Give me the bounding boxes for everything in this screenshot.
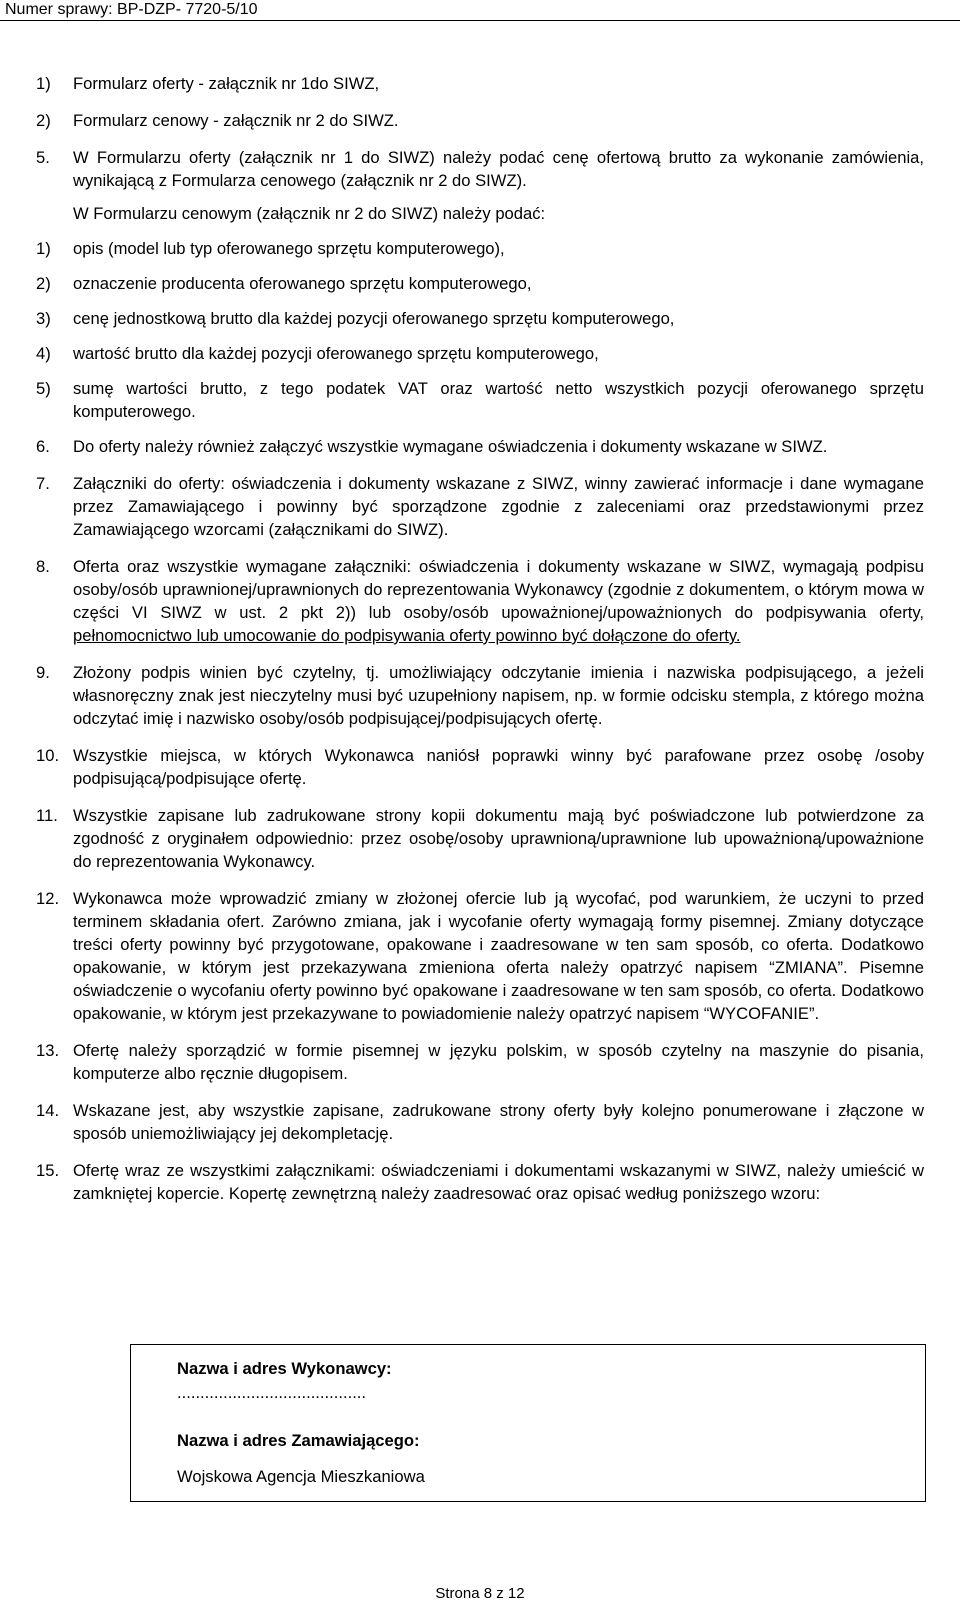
list-text: sumę wartości brutto, z tego podatek VAT oraz wartość netto wszystkich pozycji oferowanego sprzętu komputerowego. <box>73 379 924 421</box>
list-text: Formularz cenowy - załącznik nr 2 do SIWZ. <box>73 111 399 130</box>
case-number: Numer sprawy: BP-DZP- 7720-5/10 <box>5 1 258 18</box>
point-text: Wskazane jest, aby wszystkie zapisane, zadrukowane strony oferty były kolejno ponumerowane i złączone w sposób uniemożliwiający jej dekompletację. <box>73 1101 924 1143</box>
list-number: 1) <box>36 74 51 93</box>
point-12 <box>36 887 924 1025</box>
header-divider <box>0 20 960 21</box>
point-15 <box>36 1159 924 1205</box>
point-text: Wykonawca może wprowadzić zmiany w złożonej ofercie lub ją wycofać, pod warunkiem, że uczyni to przed terminem składania ofert. Zarówno zmiana, jak i wycofanie oferty wymagają formy pisemnej. Zmiany dotyczące treści oferty powinny być przygotowane, opakowane i zaadresowane w ten sam sposób, co oferta. Dodatkowo opakowanie, w którym jest przekazywana zmieniona oferta należy opatrzyć napisem “ZMIANA”. Pisemne oświadczenie o wycofaniu oferty powinno być opakowane i zaadresowane w ten sam sposób, co oferta. Dodatkowo opakowanie, w którym jest przekazywane to powiadomienie należy opatrzyć napisem “WYCOFANIE”. <box>73 889 924 1023</box>
envelope-template-box <box>130 1344 926 1502</box>
point-number: 12. <box>36 889 60 908</box>
point-13 <box>36 1039 924 1085</box>
point-number: 14. <box>36 1101 60 1120</box>
price-form-item <box>36 377 924 423</box>
point-number: 10. <box>36 746 60 765</box>
price-form-item <box>36 272 924 295</box>
point-number: 8. <box>36 557 50 576</box>
point-number: 15. <box>36 1161 60 1180</box>
point-text <box>73 555 924 647</box>
point-text: Do oferty należy również załączyć wszystkie wymagane oświadczenia i dokumenty wskazane w SIWZ. <box>73 437 828 456</box>
point-10 <box>36 744 924 790</box>
list-number: 2) <box>36 274 51 293</box>
point-9 <box>36 661 924 730</box>
price-form-item <box>36 307 924 330</box>
point-7 <box>36 472 924 541</box>
point-number: 6. <box>36 437 50 456</box>
list-text: oznaczenie producenta oferowanego sprzętu komputerowego, <box>73 274 532 293</box>
list-number: 2) <box>36 111 51 130</box>
price-form-item <box>36 342 924 365</box>
point-11 <box>36 804 924 873</box>
point-14 <box>36 1099 924 1145</box>
point-number: 13. <box>36 1041 60 1060</box>
list-text: opis (model lub typ oferowanego sprzętu komputerowego), <box>73 239 505 258</box>
point-text: Złożony podpis winien być czytelny, tj. umożliwiający odczytanie imienia i nazwiska podpisującego, a jeżeli własnoręczny znak jest nieczytelny musi być uzupełniony napisem, np. w formie odcisku stempla, z którego można odczytać imię i nazwisko osoby/osób podpisującej/podpisujących ofertę. <box>73 663 924 728</box>
list-text: Formularz oferty - załącznik nr 1do SIWZ, <box>73 74 380 93</box>
point-8 <box>36 555 924 647</box>
employer-value: Wojskowa Agencja Mieszkaniowa <box>177 1467 425 1486</box>
employer-label: Nazwa i adres Zamawiającego: <box>177 1431 420 1450</box>
point-number: 7. <box>36 474 50 493</box>
point-text-plain: Oferta oraz wszystkie wymagane załączniki: oświadczenia i dokumenty wskazane w SIWZ, wymagają podpisu osoby/osób uprawnionej/uprawnionych do reprezentowania Wykonawcy (zgodnie z dokumentem, o którym mowa w części VI SIWZ w ust. 2 pkt 2)) lub osoby/osób upoważnionej/upoważnionych do podpisywania oferty, <box>73 557 924 622</box>
point-text: Ofertę wraz ze wszystkimi załącznikami: oświadczeniami i dokumentami wskazanymi w SIWZ, należy umieścić w zamkniętej kopercie. Kopertę zewnętrzną należy zaadresować oraz opisać według poniższego wzoru: <box>73 1161 924 1203</box>
point-5 <box>36 146 924 192</box>
price-form-intro: W Formularzu cenowym (załącznik nr 2 do SIWZ) należy podać: <box>73 204 546 223</box>
point-text: Ofertę należy sporządzić w formie pisemnej w języku polskim, w sposób czytelny na maszynie do pisania, komputerze albo ręcznie długopisem. <box>73 1041 924 1083</box>
list-number: 5) <box>36 379 51 398</box>
point-text: Wszystkie miejsca, w których Wykonawca naniósł poprawki winny być parafowane przez osobę /osoby podpisującą/podpisujące ofertę. <box>73 746 924 788</box>
point-number: 9. <box>36 663 50 682</box>
point-number: 11. <box>36 806 58 825</box>
point-text: W Formularzu oferty (załącznik nr 1 do SIWZ) należy podać cenę ofertową brutto za wykonanie zamówienia, wynikającą z Formularza cenowego (załącznik nr 2 do SIWZ). <box>73 148 924 190</box>
list-item <box>36 109 924 132</box>
price-form-item <box>36 237 924 260</box>
list-number: 4) <box>36 344 51 363</box>
document-body <box>36 72 924 1205</box>
point-text-underlined: pełnomocnictwo lub umocowanie do podpisywania oferty powinno być dołączone do oferty. <box>73 626 741 645</box>
list-text: wartość brutto dla każdej pozycji oferowanego sprzętu komputerowego, <box>73 344 599 363</box>
contractor-value: ......................................... <box>177 1383 367 1402</box>
point-6 <box>36 435 924 458</box>
point-number: 5. <box>36 148 50 167</box>
point-text: Wszystkie zapisane lub zadrukowane strony kopii dokumentu mają być poświadczone lub potwierdzone za zgodność z oryginałem odpowiednio: przez osobę/osoby uprawnioną/uprawnione lub upoważnioną/upoważnione do reprezentowania Wykonawcy. <box>73 806 924 871</box>
list-text: cenę jednostkową brutto dla każdej pozycji oferowanego sprzętu komputerowego, <box>73 309 675 328</box>
list-item <box>36 72 924 95</box>
list-number: 1) <box>36 239 51 258</box>
point-text: Załączniki do oferty: oświadczenia i dokumenty wskazane z SIWZ, winny zawierać informacje i dane wymagane przez Zamawiającego i powinny być sporządzone zgodnie z zaleceniami oraz przedstawionymi przez Zamawiającego wzorcami (załącznikami do SIWZ). <box>73 474 924 539</box>
list-number: 3) <box>36 309 51 328</box>
page-number: Strona 8 z 12 <box>435 1585 525 1602</box>
contractor-label: Nazwa i adres Wykonawcy: <box>177 1359 392 1378</box>
